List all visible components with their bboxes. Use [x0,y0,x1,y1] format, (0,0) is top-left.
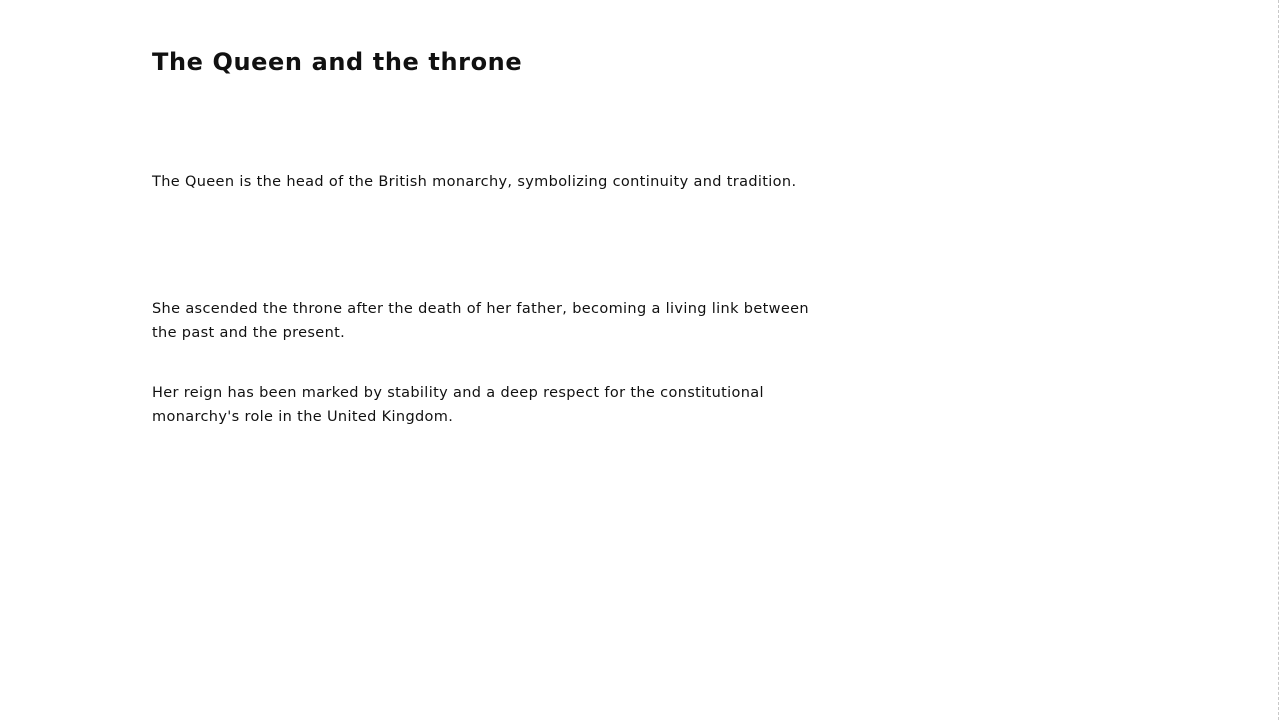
right-edge-divider [1278,0,1279,720]
page-title: The Queen and the throne [152,48,523,76]
paragraph-1: The Queen is the head of the British monarchy, symbolizing continuity and tradition. [152,174,797,190]
paragraph-3: Her reign has been marked by stability and a deep respect for the constitutional monarchy's role in the United Kingdom. [152,385,764,425]
paragraph-2: She ascended the throne after the death of her father, becoming a living link between the past and the present. [152,301,809,341]
